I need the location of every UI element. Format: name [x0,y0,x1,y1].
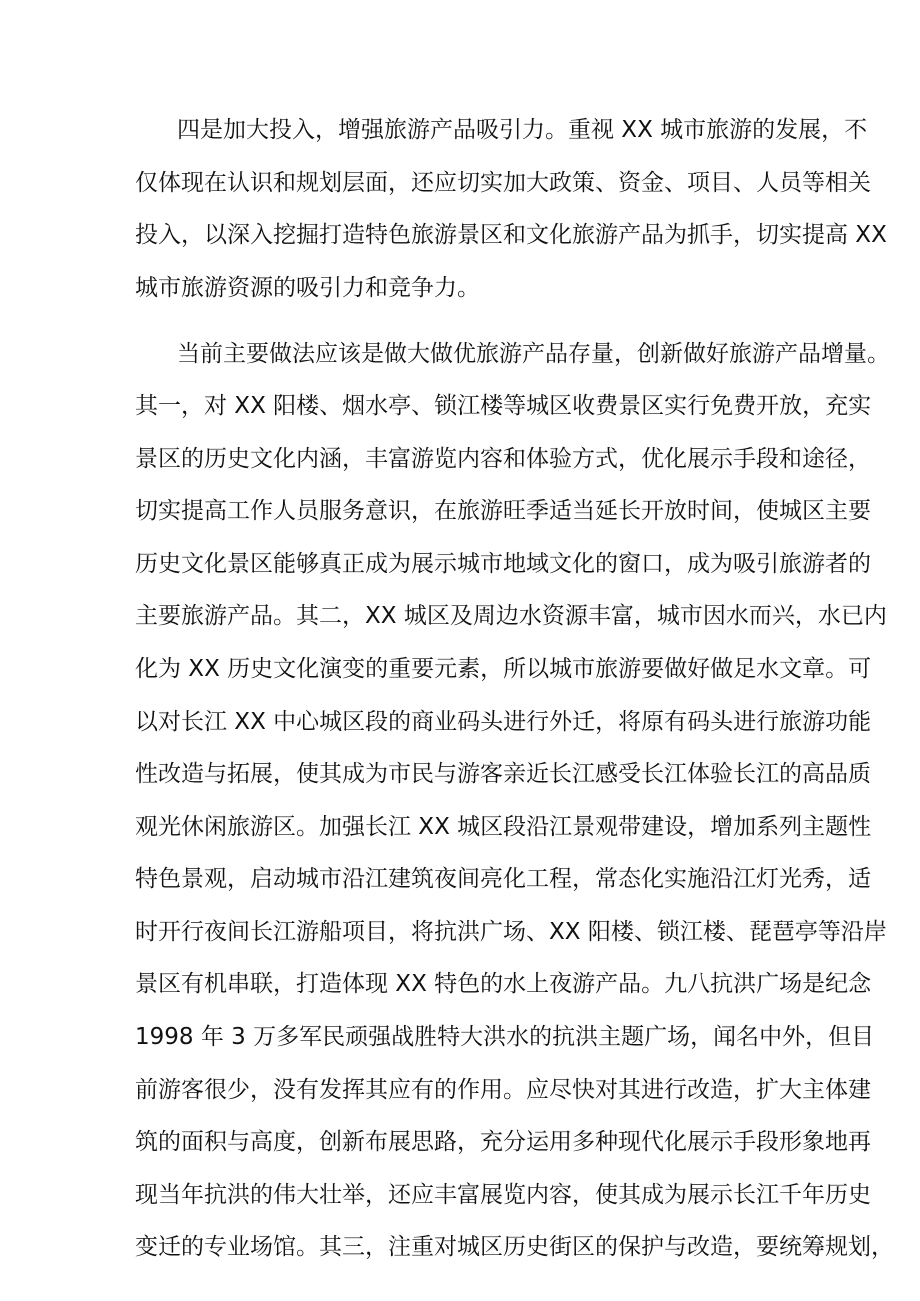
paragraph-2-line-10: 观光休闲旅游区。加强长江 XX 城区段沿江景观带建设，增加系列主题性 [135,814,872,840]
paragraph-2-line-8: 以对长江 XX 中心城区段的商业码头进行外迁，将原有码头进行旅游功能 [135,709,872,735]
paragraph-2-line-14: 1998 年 3 万多军民顽强战胜特大洪水的抗洪主题广场，闻名中外，但目 [135,1024,875,1050]
paragraph-2-line-3: 景区的历史文化内涵，丰富游览内容和体验方式，优化展示手段和途径， [135,446,871,472]
paragraph-2-line-12: 时开行夜间长江游船项目，将抗洪广场、XX 阳楼、锁江楼、琵琶亭等沿岸 [135,919,887,945]
paragraph-1-line-2: 仅体现在认识和规划层面，还应切实加大政策、资金、项目、人员等相关 [135,170,871,196]
paragraph-1-line-3: 投入，以深入挖掘打造特色旅游景区和文化旅游产品为抓手，切实提高 XX [135,222,887,248]
paragraph-2-line-6: 主要旅游产品。其二，XX 城区及周边水资源丰富，城市因水而兴，水已内 [135,603,887,629]
paragraph-1-line-4: 城市旅游资源的吸引力和竞争力。 [135,275,480,301]
paragraph-2-line-16: 筑的面积与高度，创新布展思路，充分运用多种现代化展示手段形象地再 [135,1129,871,1155]
paragraph-2-line-2: 其一，对 XX 阳楼、烟水亭、锁江楼等城区收费景区实行免费开放，充实 [135,393,872,419]
paragraph-2-line-15: 前游客很少，没有发挥其应有的作用。应尽快对其进行改造，扩大主体建 [135,1077,871,1103]
paragraph-2-line-13: 景区有机串联，打造体现 XX 特色的水上夜游产品。九八抗洪广场是纪念 [135,971,872,997]
paragraph-2-line-4: 切实提高工作人员服务意识，在旅游旺季适当延长开放时间，使城区主要 [135,498,871,524]
paragraph-2-line-5: 历史文化景区能够真正成为展示城市地域文化的窗口，成为吸引旅游者的 [135,551,871,577]
paragraph-2-line-18: 变迁的专业场馆。其三，注重对城区历史街区的保护与改造，要统筹规划， [135,1234,894,1260]
paragraph-2-line-11: 特色景观，启动城市沿江建筑夜间亮化工程，常态化实施沿江灯光秀，适 [135,866,871,892]
paragraph-2-line-17: 现当年抗洪的伟大壮举，还应丰富展览内容，使其成为展示长江千年历史 [135,1182,871,1208]
paragraph-1-line-1: 四是加大投入，增强旅游产品吸引力。重视 XX 城市旅游的发展，不 [177,117,868,143]
paragraph-2-line-9: 性改造与拓展，使其成为市民与游客亲近长江感受长江体验长江的高品质 [135,761,871,787]
paragraph-2-line-7: 化为 XX 历史文化演变的重要元素，所以城市旅游要做好做足水文章。可 [135,656,872,682]
paragraph-2-line-1: 当前主要做法应该是做大做优旅游产品存量，创新做好旅游产品增量。 [177,341,890,367]
